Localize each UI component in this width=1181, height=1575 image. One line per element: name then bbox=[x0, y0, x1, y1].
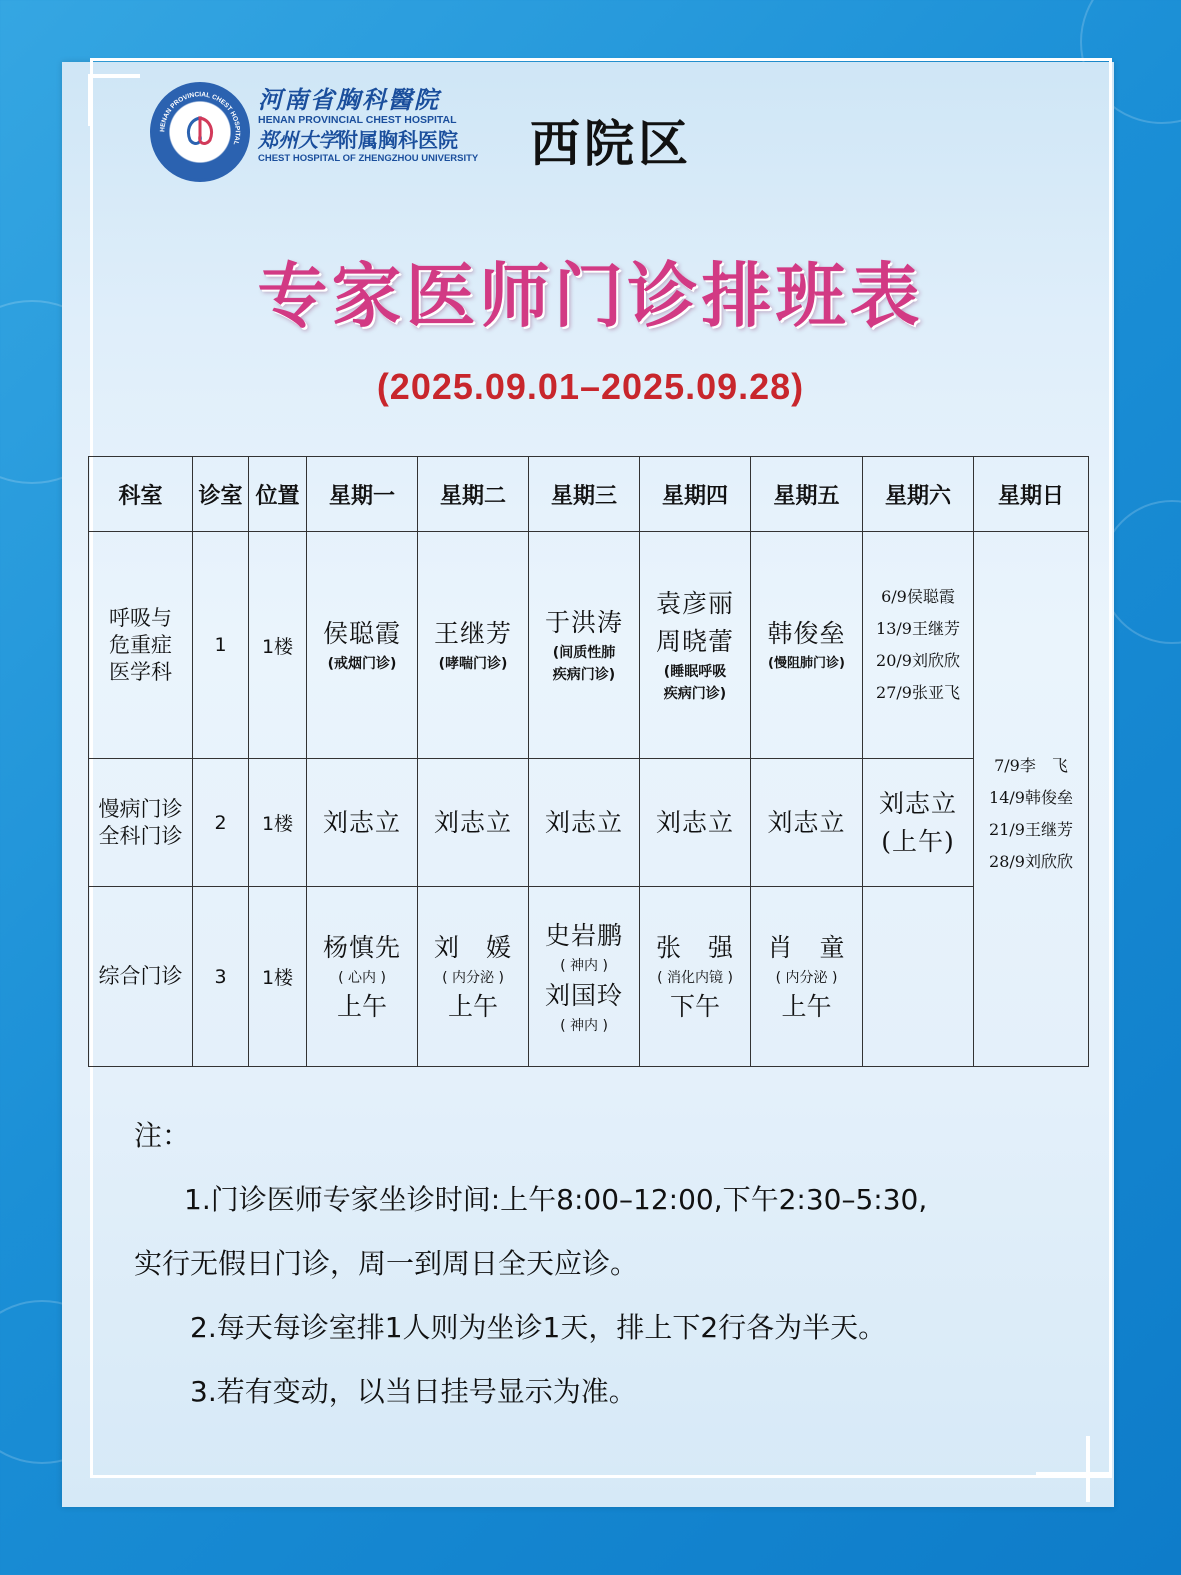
hospital-logo bbox=[150, 82, 250, 182]
notes-section bbox=[134, 1104, 1064, 1424]
saturday-entry: 13/9王继芳 bbox=[876, 619, 960, 638]
sunday-cell bbox=[974, 532, 1089, 1067]
specialty-note: ( 神内 ) bbox=[560, 957, 608, 974]
schedule-cell bbox=[307, 532, 418, 759]
header-row bbox=[89, 457, 1089, 532]
saturday-entry: 20/9刘欣欣 bbox=[876, 651, 960, 670]
corner-mark bbox=[88, 74, 92, 126]
campus-label: 西院区 bbox=[530, 115, 692, 173]
schedule-cell bbox=[529, 887, 640, 1067]
half-day-label: (上午) bbox=[881, 826, 955, 856]
dept-cell: 综合门诊 bbox=[89, 887, 193, 1067]
half-day-label: 上午 bbox=[336, 991, 387, 1021]
schedule-cell bbox=[418, 532, 529, 759]
schedule-cell bbox=[529, 532, 640, 759]
doctor-name: 韩俊垒 bbox=[767, 619, 846, 648]
schedule-cell bbox=[863, 759, 974, 887]
floor-cell: 1楼 bbox=[249, 532, 307, 759]
affiliation-hospital: 附属胸科医院 bbox=[338, 128, 458, 152]
schedule-cell bbox=[751, 532, 863, 759]
sunday-entry: 14/9韩俊垒 bbox=[989, 788, 1073, 807]
header-cell: 星期二 bbox=[418, 457, 529, 532]
corner-mark bbox=[1086, 1436, 1090, 1502]
doctor-name: 刘国玲 bbox=[544, 980, 623, 1010]
header-cell: 星期四 bbox=[640, 457, 751, 532]
header-cell: 诊室 bbox=[193, 457, 249, 532]
clinic-note: (戒烟门诊) bbox=[327, 656, 397, 672]
doctor-name: 肖 童 bbox=[767, 932, 846, 962]
header-cell: 科室 bbox=[89, 457, 193, 532]
sunday-entry: 21/9王继芳 bbox=[989, 820, 1073, 839]
sunday-entry: 7/9李 飞 bbox=[994, 756, 1068, 775]
clinic-note: (慢阻肺门诊) bbox=[768, 656, 845, 671]
doctor-name: 刘 媛 bbox=[433, 932, 512, 962]
doctor-name: 杨慎先 bbox=[322, 932, 401, 962]
schedule-cell bbox=[751, 887, 863, 1067]
corner-mark bbox=[88, 74, 140, 78]
doctor-name: 刘志立 bbox=[307, 759, 418, 887]
notes-heading: 注： bbox=[134, 1119, 191, 1152]
dept-cell bbox=[89, 532, 193, 759]
clinic-note: (哮喘门诊) bbox=[438, 656, 508, 672]
doctor-name: 袁彦丽 周晓蕾 bbox=[655, 589, 734, 656]
dept-name: 慢病门诊 全科门诊 bbox=[98, 796, 183, 848]
clinic-note: (睡眠呼吸 疾病门诊) bbox=[663, 664, 727, 702]
doctor-name: 刘志立 bbox=[751, 759, 863, 887]
doctor-name: 刘志立 bbox=[529, 759, 640, 887]
note-line: 2.每天每诊室排1人则为坐诊1天，排上下2行各为半天。 bbox=[190, 1311, 887, 1344]
lungs-icon bbox=[182, 114, 218, 150]
header-cell: 位置 bbox=[249, 457, 307, 532]
clinic-note: (间质性肺 疾病门诊) bbox=[552, 645, 616, 683]
note-line: 实行无假日门诊，周一到周日全天应诊。 bbox=[134, 1247, 639, 1280]
room-cell: 3 bbox=[193, 887, 249, 1067]
saturday-entry: 6/9侯聪霞 bbox=[881, 587, 955, 606]
half-day-label: 上午 bbox=[781, 991, 832, 1021]
half-day-label: 下午 bbox=[669, 991, 720, 1021]
hospital-name-en: HENAN PROVINCIAL CHEST HOSPITAL bbox=[258, 114, 457, 126]
hospital-name-block bbox=[258, 86, 488, 165]
header-cell: 星期一 bbox=[307, 457, 418, 532]
note-line: 1.门诊医师专家坐诊时间:上午8:00–12:00,下午2:30–5:30, bbox=[184, 1183, 928, 1216]
floor-cell: 1楼 bbox=[249, 759, 307, 887]
specialty-note: ( 心内 ) bbox=[338, 969, 386, 986]
doctor-name: 刘志立 bbox=[640, 759, 751, 887]
schedule-cell bbox=[863, 532, 974, 759]
room-cell: 1 bbox=[193, 532, 249, 759]
table-row bbox=[89, 759, 1089, 887]
affiliation-university: 郑州大学 bbox=[258, 128, 338, 152]
doctor-name: 于洪涛 bbox=[544, 608, 623, 637]
schedule-cell bbox=[863, 887, 974, 1067]
header-cell: 星期五 bbox=[751, 457, 863, 532]
half-day-label: 上午 bbox=[447, 991, 498, 1021]
table-row bbox=[89, 887, 1089, 1067]
schedule-cell bbox=[640, 887, 751, 1067]
doctor-name: 张 强 bbox=[655, 932, 734, 962]
corner-mark bbox=[1036, 1472, 1110, 1476]
affiliation-cn bbox=[258, 127, 488, 153]
saturday-entry: 27/9张亚飞 bbox=[876, 683, 960, 702]
header-cell: 星期日 bbox=[974, 457, 1089, 532]
dept-cell bbox=[89, 759, 193, 887]
schedule-table bbox=[88, 456, 1089, 1067]
doctor-name: 刘志立 bbox=[418, 759, 529, 887]
doctor-name: 王继芳 bbox=[433, 619, 512, 648]
logo-ring-text: HENAN PROVINCIAL CHEST HOSPITAL bbox=[159, 91, 241, 146]
doctor-name: 史岩鹏 bbox=[544, 920, 623, 950]
doctor-name: 刘志立 bbox=[878, 788, 957, 818]
schedule-cell bbox=[418, 887, 529, 1067]
floor-cell: 1楼 bbox=[249, 887, 307, 1067]
dept-name: 呼吸与 危重症 医学科 bbox=[109, 605, 172, 684]
schedule-cell bbox=[640, 532, 751, 759]
poster-title: 专家医师门诊排班表 bbox=[257, 255, 924, 337]
hospital-name-cn: 河南省胸科醫院 bbox=[258, 85, 440, 114]
header-cell: 星期三 bbox=[529, 457, 640, 532]
doctor-name: 侯聪霞 bbox=[322, 619, 401, 648]
specialty-note: ( 消化内镜 ) bbox=[657, 969, 733, 986]
date-range: (2025.09.01–2025.09.28) bbox=[376, 366, 805, 407]
specialty-note: ( 神内 ) bbox=[560, 1017, 608, 1034]
table-row bbox=[89, 532, 1089, 759]
specialty-note: ( 内分泌 ) bbox=[442, 969, 504, 986]
sunday-entry: 28/9刘欣欣 bbox=[989, 852, 1073, 871]
header-cell: 星期六 bbox=[863, 457, 974, 532]
room-cell: 2 bbox=[193, 759, 249, 887]
schedule-cell bbox=[307, 887, 418, 1067]
specialty-note: ( 内分泌 ) bbox=[775, 969, 838, 986]
affiliation-en: CHEST HOSPITAL OF ZHENGZHOU UNIVERSITY bbox=[258, 153, 479, 164]
note-line: 3.若有变动，以当日挂号显示为准。 bbox=[190, 1375, 637, 1408]
